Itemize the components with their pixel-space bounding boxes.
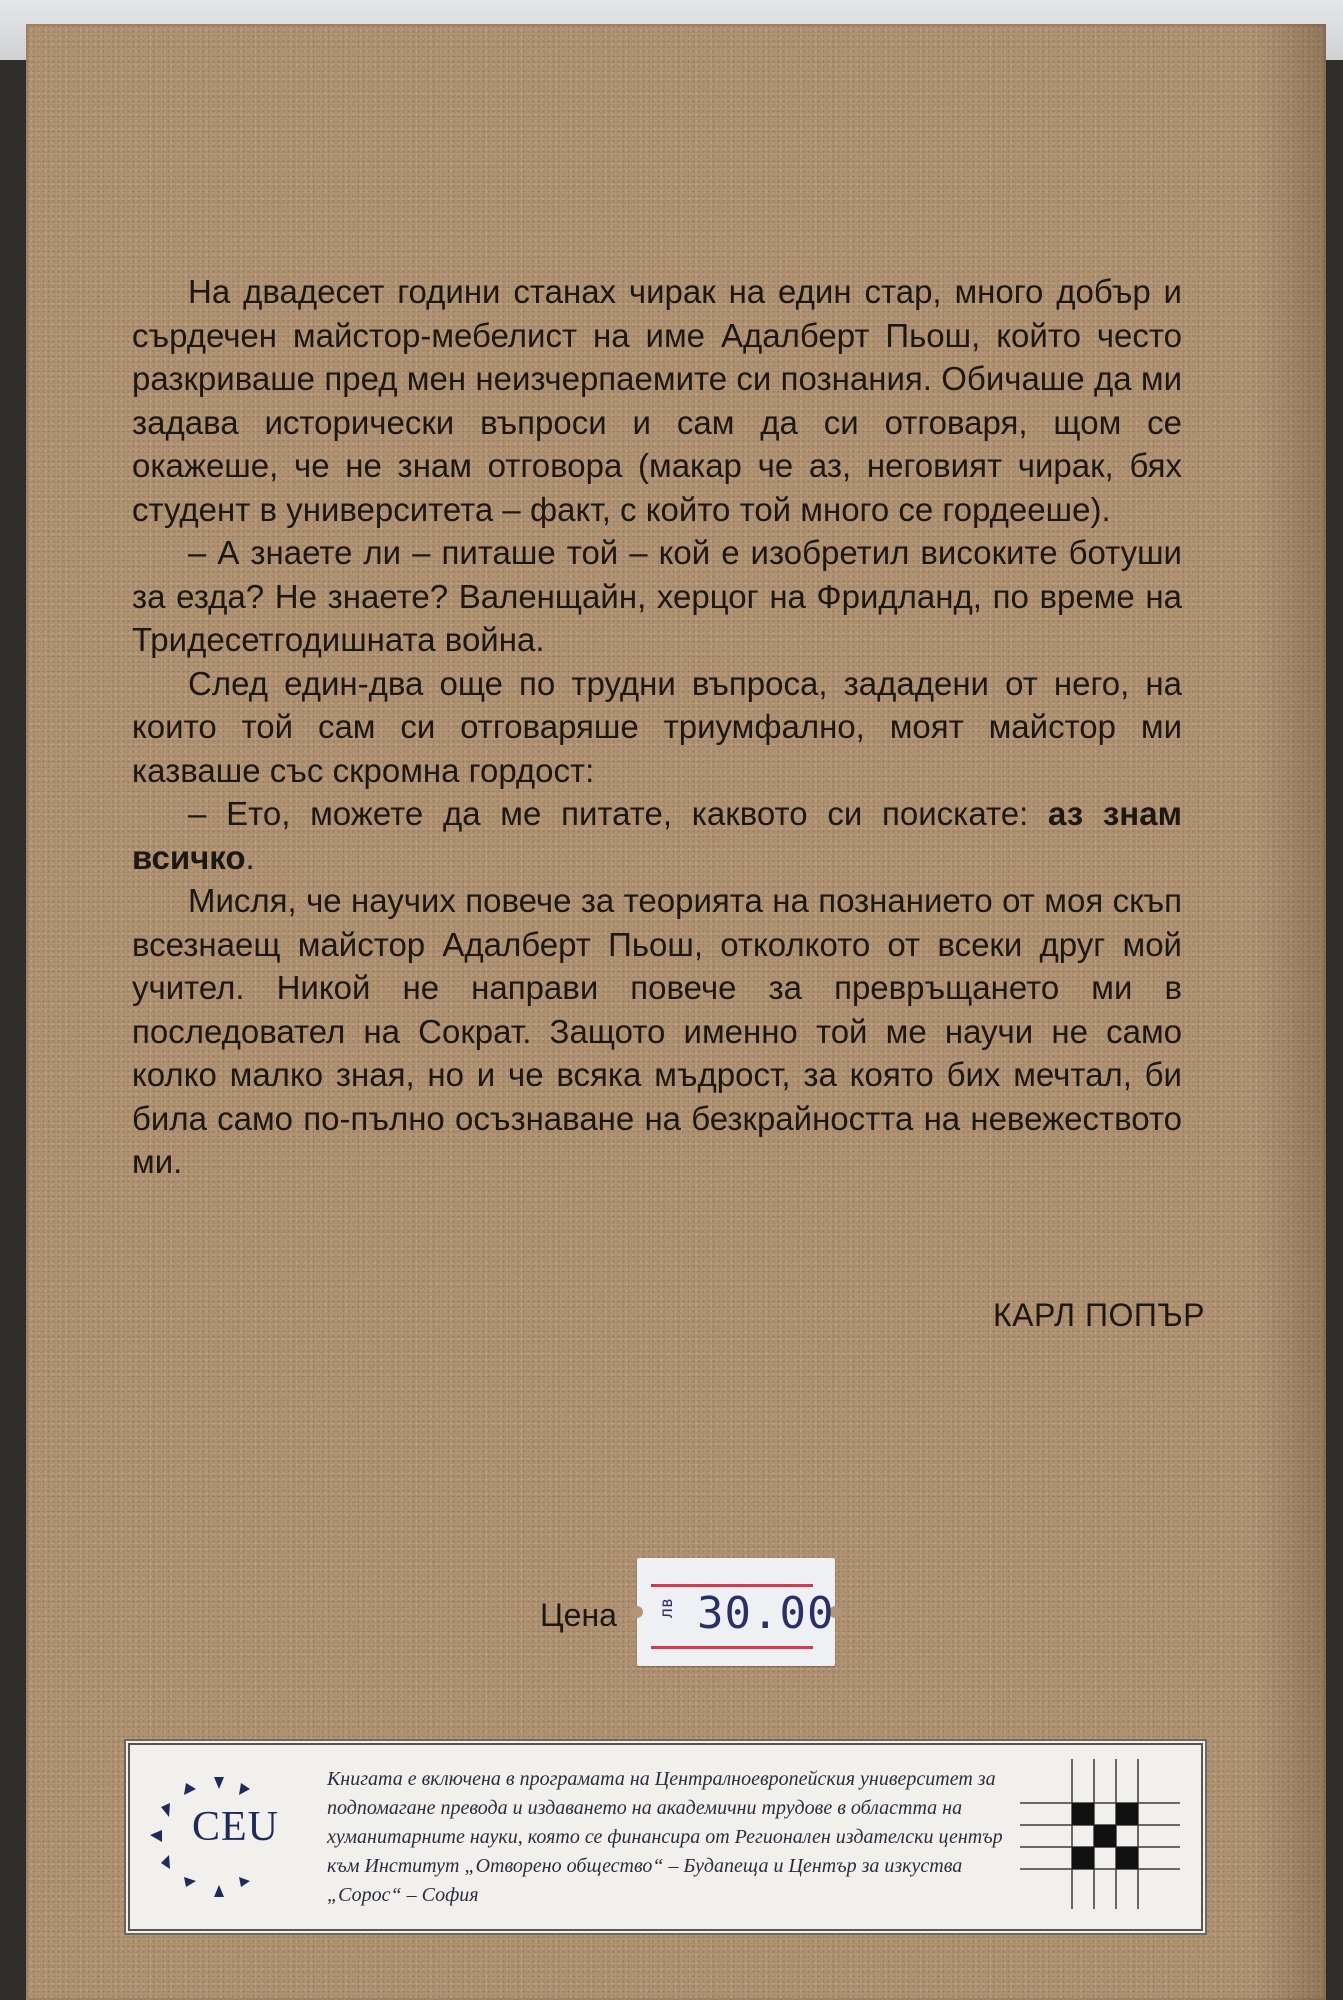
ceu-notice-box (128, 1743, 1203, 1931)
quote-bold-phrase: аз знам всичко (132, 795, 1183, 876)
ceu-logo-text: CEU (192, 1804, 279, 1850)
quote-paragraph-4 (132, 792, 1182, 879)
price-currency: лв (657, 1597, 678, 1619)
checkerboard-grid-icon (1020, 1759, 1180, 1909)
ceu-notice-text: Книгата е включена в програмата на Централноевропейския университет за подпомагане превода и издаването на академични трудове в областта на хуманитарните науки, която се финансира от Регионален издателски център към Институт „Отворено общество“ – Будапеща и Център за изкуства „Сорос“ – София (327, 1768, 1003, 1906)
price-sticker (637, 1558, 835, 1666)
quote-text (132, 270, 1182, 1184)
sticker-notch-left (631, 1606, 643, 1618)
quote-author: КАРЛ ПОПЪР (993, 1297, 1205, 1333)
spine-shadow (1256, 24, 1326, 2000)
sticker-line-top (651, 1584, 813, 1587)
sticker-line-bottom (651, 1646, 813, 1649)
quote-paragraph-1: На двадесет години станах чирак на един стар, много добър и сърдечен майстор-мебелист на име Адалберт Пьош, който често разкриваше пред мен неизчерпаемите си познания. Обичаше да ми задава исторически въпроси и сам да си отговаря, щом се окажеше, че не знам отговора (макар че аз, неговият чирак, бях студент в университета – факт, с който той много се гордееше). (132, 273, 1182, 528)
quote-paragraph-4-end: . (245, 838, 255, 876)
price-label: Цена (540, 1597, 617, 1633)
price-value: 30.00 (697, 1588, 835, 1639)
quote-paragraph-4-text: – Ето, можете да ме питате, каквото си поискате: (188, 795, 1029, 832)
quote-paragraph-5: Мисля, че научих повече за теорията на познанието от моя скъп всезнаещ майстор Адалберт Пьош, отколкото от всеки друг мой учител. Никой не направи повече за превръщането ми в последовател на Сократ. Защото именно той ме научи не само колко малко зная, но и че всяка мъдрост, за която бих мечтал, би била само по-пълно осъзнаване на безкрайността на невежеството ми. (132, 882, 1182, 1180)
quote-paragraph-2: – А знаете ли – питаше той – кой е изобретил високите ботуши за езда? Не знаете? Валенщайн, херцог на Фридланд, по време на Тридесетгодишната война. (132, 534, 1182, 658)
quote-paragraph-3: След един-два още по трудни въпроса, зададени от него, на които той сам си отговаряше триумфално, моят майстор ми казваше със скромна гордост: (132, 664, 1182, 789)
